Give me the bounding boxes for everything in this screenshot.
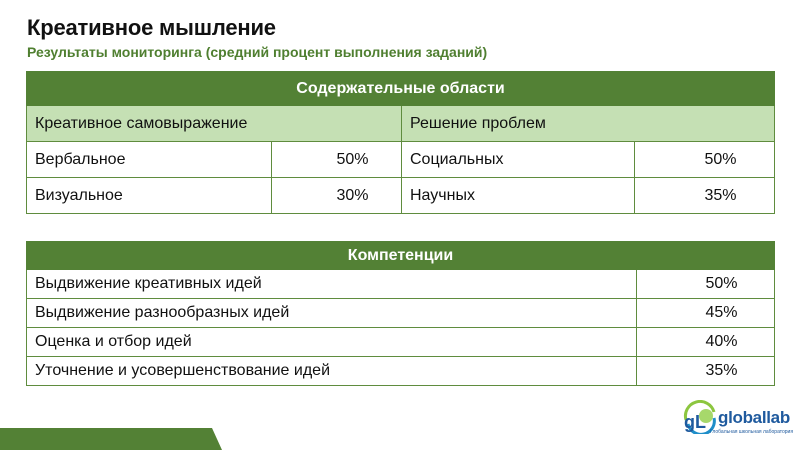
competencies-table	[26, 241, 775, 386]
table-row	[27, 328, 775, 357]
row-label: Оценка и отбор идей	[27, 328, 637, 357]
content-areas-table	[26, 71, 775, 214]
logo-tagline: Глобальная школьная лаборатория	[710, 429, 794, 435]
row-label: Научных	[402, 178, 635, 214]
table-row	[27, 142, 775, 178]
row-value: 40%	[637, 328, 775, 357]
content-areas-header: Содержательные области	[27, 72, 775, 106]
creative-expression-title: Креативное самовыражение	[27, 106, 402, 142]
row-value: 35%	[635, 178, 775, 214]
page-subtitle: Результаты мониторинга (средний процент выполнения заданий)	[27, 44, 488, 60]
row-label: Вербальное	[27, 142, 272, 178]
problem-solving-title: Решение проблем	[402, 106, 775, 142]
table-row	[27, 357, 775, 386]
row-label: Уточнение и усовершенствование идей	[27, 357, 637, 386]
row-label: Выдвижение креативных идей	[27, 270, 637, 299]
row-value: 45%	[637, 299, 775, 328]
row-value: 50%	[637, 270, 775, 299]
row-value: 30%	[272, 178, 402, 214]
svg-text:gL: gL	[684, 412, 706, 432]
row-value: 50%	[272, 142, 402, 178]
row-value: 50%	[635, 142, 775, 178]
row-label: Визуальное	[27, 178, 272, 214]
row-value: 35%	[637, 357, 775, 386]
row-label: Выдвижение разнообразных идей	[27, 299, 637, 328]
table-row	[27, 178, 775, 214]
competencies-header: Компетенции	[27, 242, 775, 270]
page-title: Креативное мышление	[27, 15, 276, 40]
globallab-logo	[680, 400, 795, 442]
footer-decorative-band	[0, 428, 222, 450]
table-row	[27, 299, 775, 328]
logo-name: globallab	[718, 408, 790, 427]
table-row	[27, 270, 775, 299]
row-label: Социальных	[402, 142, 635, 178]
